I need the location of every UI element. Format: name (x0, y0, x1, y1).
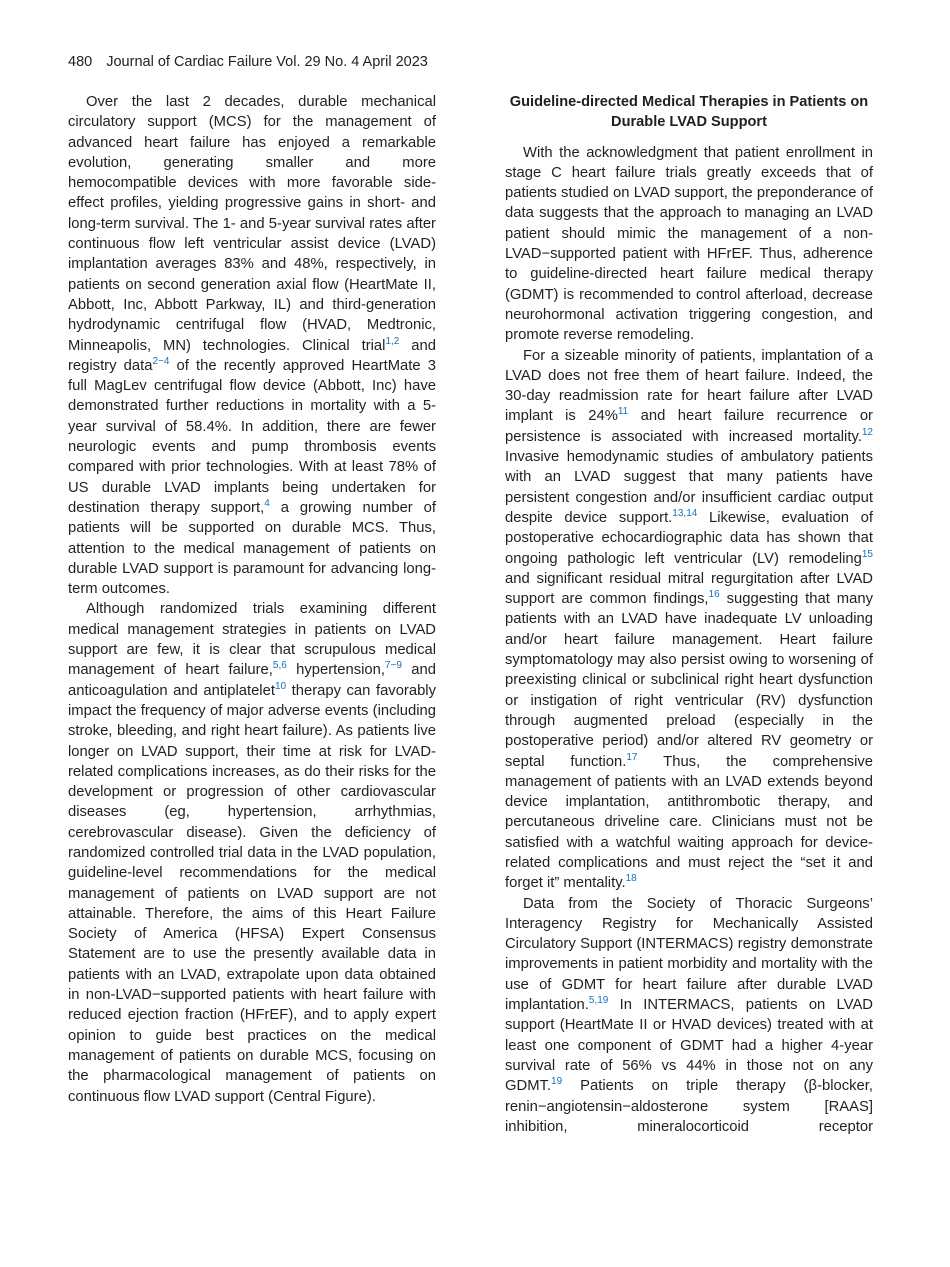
citation-link[interactable]: 5,19 (588, 995, 609, 1007)
citation-link[interactable]: 1,2 (385, 335, 400, 347)
citation-link[interactable]: 17 (626, 751, 638, 763)
text-run: In INTERMACS, patients on LVAD support (HeartMate II or HVAD devices) treated with at least one component of GDMT had a higher 4-year survival rate of 56% vs 44% in those not on any GDMT. (505, 997, 873, 1095)
text-run: hypertension, (286, 662, 385, 679)
citation-link[interactable]: 12 (861, 426, 873, 438)
citation-link[interactable]: 15 (861, 548, 873, 560)
paragraph (68, 599, 436, 1106)
paragraph (505, 143, 873, 346)
text-run: therapy can favorably impact the frequency of major adverse events (including stroke, bleeding, and right heart failure). As patients live longer on LVAD support, their time at risk for LVAD-related complications increases, as do their risks for the development or progression of other cardiovascular diseases (eg, hypertension, arrhythmias, cerebrovascular disease). Given the deficiency of randomized controlled trial data in the LVAD population, guideline-level recommendations for the medical management of patients on LVAD support are not attainable. Therefore, the aims of this Heart Failure Society of America (HFSA) Expert Consensus Statement are to use the presently available data in patients with an LVAD, extrapolate upon data obtained in non-LVAD−supported patients with heart failure with reduced ejection fraction (HFrEF), and to apply expert opinion to guide best practices on the medical management of patients on durable MCS, focusing on the pharmacological management of patients on continuous flow LVAD support (Central Figure). (68, 682, 436, 1105)
paragraph (505, 894, 873, 1138)
paragraph (505, 346, 873, 894)
text-run: and significant residual mitral regurgitation after LVAD support are common findings, (505, 570, 873, 608)
text-run: and registry data (68, 337, 436, 374)
citation-link[interactable]: 7−9 (384, 660, 402, 672)
text-run: For a sizeable minority of patients, implantation of a LVAD does not free them of heart failure. Indeed, the 30-day readmission rate for heart failure after LVAD implant is 24% (505, 347, 873, 425)
citation-link[interactable]: 4 (264, 498, 270, 510)
citation-link[interactable]: 16 (708, 589, 720, 601)
text-run: Likewise, evaluation of postoperative echocardiographic data has shown that ongoing pathologic left ventricular (LV) remodeling (505, 509, 873, 567)
text-run: Invasive hemodynamic studies of ambulatory patients with an LVAD suggest that many patients have persistent congestion and/or insufficient cardiac output despite device support. (505, 449, 873, 526)
text-run: Over the last 2 decades, durable mechanical circulatory support (MCS) for the management of advanced heart failure has enjoyed a remarkable evolution, generating smaller and more hemocompatible devices with more favorable side-effect profiles, yielding progressive gains in short- and long-term survival. The 1- and 5-year survival rates after continuous flow left ventricular assist device (LVAD) implantation averages 83% and 48%, respectively, in patients on second generation axial flow (HeartMate II, Abbott, Inc, Abbott Parkway, IL) and third-generation hydrodynamic centrifugal flow (HVAD, Medtronic, Minneapolis, MN) technologies. Clinical trial (68, 94, 436, 354)
paragraph (68, 92, 436, 599)
right-column (505, 92, 873, 1137)
text-run: Patients on triple therapy (β-blocker, renin−angiotensin−aldosterone system [RAAS] inhibition, mineralocorticoid receptor (505, 1078, 873, 1135)
citation-link[interactable]: 10 (274, 680, 287, 692)
text-run: and anticoagulation and antiplatelet (68, 662, 436, 699)
citation-link[interactable]: 13,14 (672, 508, 698, 520)
text-run: and heart failure recurrence or persistence is associated with increased mortality. (505, 408, 873, 445)
text-run: Thus, the comprehensive management of patients with an LVAD extends beyond device implantation, antithrombotic therapy, and percutaneous driveline care. Clinicians must not be satisfied with a watchful waiting approach for device-related complications and must reject the “set it and forget it” mentality. (505, 753, 873, 892)
text-run: Data from the Society of Thoracic Surgeons’ Interagency Registry for Mechanically Assisted Circulatory Support (INTERMACS) registry demonstrate improvements in patient morbidity and mortality with the use of GDMT for heart failure after durable LVAD implantation. (505, 895, 873, 1014)
citation-link[interactable]: 5,6 (272, 660, 287, 672)
text-run: a growing number of patients will be supported on durable MCS. Thus, attention to the medical management of patients on durable LVAD support is paramount for advancing long-term outcomes. (68, 499, 436, 598)
text-run: With the acknowledgment that patient enrollment in stage C heart failure trials greatly exceeds that of patients studied on LVAD support, the preponderance of data suggests that the approach to managing an LVAD patient should mimic the management of a non-LVAD−supported patient with HFrEF. Thus, adherence to guideline-directed heart failure medical therapy (GDMT) is recommended to control afterload, decrease neurohormonal activation triggering congestion, and promote reverse remodeling. (505, 144, 873, 344)
section-heading: Guideline-directed Medical Therapies in Patients on Durable LVAD Support (509, 94, 869, 131)
citation-link[interactable]: 18 (625, 873, 637, 885)
running-header (68, 54, 428, 70)
text-run: of the recently approved HeartMate 3 full MagLev centrifugal flow device (Abbott, Inc) have demonstrated further reductions in mortality with a 5-year survival of 58.4%. In addition, there are fewer neurologic events and pump thrombosis events compared with prior technologies. With at least 78% of US durable LVAD implants being undertaken for destination therapy support, (68, 357, 436, 516)
text-run: suggesting that many patients with an LVAD have inadequate LV unloading and/or heart failure management. Heart failure symptomatology may also persist owing to worsening of preexisting clinical or subclinical right heart dysfunction or instigation of right ventricular (RV) dysfunction through augmented preload (especially in the postoperative period) and/or altered RV geometry or septal function. (505, 591, 873, 770)
journal-citation: Journal of Cardiac Failure Vol. 29 No. 4 April 2023 (106, 54, 428, 70)
citation-link[interactable]: 11 (617, 406, 629, 418)
page-number: 480 (68, 54, 93, 70)
left-column (68, 92, 436, 1107)
citation-link[interactable]: 2−4 (152, 355, 170, 367)
text-run: Although randomized trials examining different medical management strategies in patients on LVAD support are few, it is clear that scrupulous medical management of heart failure, (68, 601, 436, 679)
citation-link[interactable]: 19 (551, 1076, 563, 1088)
